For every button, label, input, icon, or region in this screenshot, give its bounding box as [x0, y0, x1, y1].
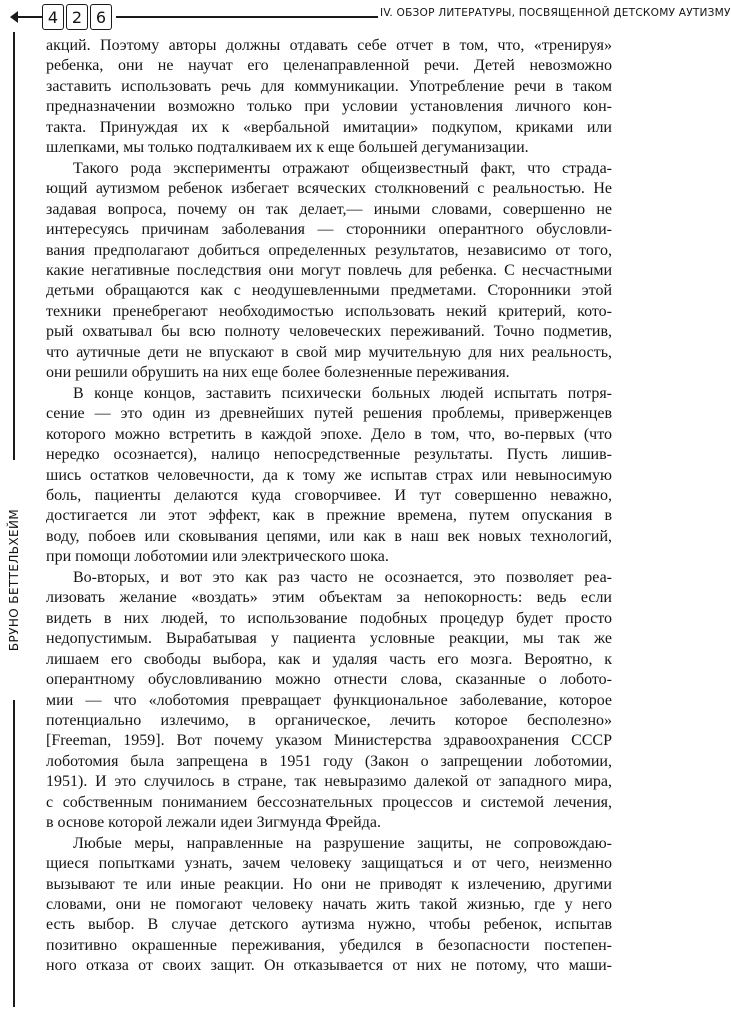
text-line: лишаем его свободы выбора, как и удаляя часть его мозга. Вероятно, к [46, 650, 612, 668]
page-number-digit: 2 [66, 4, 88, 30]
text-line: Во-вторых, и вот это как раз часто не осознается, это позволяет реа- [73, 568, 612, 586]
text-line: задавая вопроса, почему он так делает,— иными словами, совершенно не [46, 200, 612, 218]
text-line: [Freeman, 1959]. Вот почему указом Министерства здравоохранения СССР [46, 732, 612, 750]
running-header [8, 2, 731, 32]
text-line: лизовать желание «воздать» этим объектам за непокорность: ведь если [46, 589, 612, 607]
chapter-title: IV. ОБЗОР ЛИТЕРАТУРЫ, ПОСВЯЩЕННОЙ ДЕТСКОМУ АУТИЗМУ [380, 7, 731, 19]
text-line: оперантному обусловливанию можно отнести слова, сказанные о лобото- [46, 671, 612, 689]
text-line: вания предполагают добиться определенных результатов, независимо от того, [46, 241, 612, 259]
text-line: В конце концов, заставить психически больных людей испытать потря- [73, 384, 612, 402]
text-line: такта. Принуждая их к «вербальной имитации» подкупом, криками или [46, 118, 612, 136]
text-line: мии — что «лоботомия превращает функциональное заболевание, которое [46, 691, 612, 709]
text-line: лоботомия была запрещена в 1951 году (Закон о запрещении лоботомии, [46, 752, 612, 770]
text-line: Такого рода эксперименты отражают общеизвестный факт, что страда- [73, 159, 612, 177]
text-line: акций. Поэтому авторы должны отдавать себе отчет в том, что, «тренируя» [46, 37, 612, 54]
text-line: в основе которой лежали идеи Зигмунда Фрейда. [46, 814, 381, 832]
text-line: словами, они не помогают человеку начать жить такой жизнью, где у него [46, 896, 612, 914]
header-rule [116, 16, 378, 18]
text-line: при помощи лоботомии или электрического шока. [46, 548, 389, 566]
text-line: воду, побоев или сковывания цепями, или как в наш век новых технологий, [46, 527, 612, 545]
text-line: ного отказа от своих защит. Он отказывается от них не потому, что маши- [46, 957, 612, 975]
side-author-label: БРУНО БЕТТЕЛЬХЕЙМ [7, 508, 21, 652]
text-line: рый охватывал бы всю полноту человеческих переживаний. Точно подметив, [46, 323, 612, 341]
text-line: потенциально излечимо, в органическое, лечить которое бесполезно» [46, 711, 612, 729]
text-line: достигается ли этот эффект, как в прежние времена, путем опускания в [46, 507, 612, 525]
text-line: видеть в них людей, то использование подобных процедур будет просто [46, 609, 612, 627]
text-line: 1951). И это случилось в стране, так невыразимо далекой от западного мира, [46, 773, 612, 791]
text-line: заставить использовать речь для коммуникации. Употребление речи в таком [46, 77, 612, 95]
text-line: щиеся попытками узнать, зачем человеку защищаться и от чего, неизменно [46, 855, 612, 873]
page-number-digit: 4 [42, 4, 64, 30]
text-line: ребенка, они не научат его целенаправленной речи. Детей невозможно [46, 57, 612, 75]
text-line: шись остатков человечности, да к тому же испытав страх или невыносимую [46, 466, 612, 484]
page-number [42, 4, 114, 30]
text-line: шлепками, мы только подталкиваем их к еще большей дегуманизации. [46, 139, 529, 157]
text-line: что аутичные дети не впускают в свой мир мучительную для них реальность, [46, 343, 612, 361]
side-author [1, 460, 27, 700]
text-line: техники пренебрегают необходимостью использовать некий критерий, кото- [46, 302, 612, 320]
text-line: какие негативные последствия они могут повлечь для ребенка. С несчастными [46, 261, 612, 279]
text-line: есть выбор. В случае детского аутизма нужно, чтобы ребенок, испытав [46, 916, 612, 934]
body-text [46, 36, 612, 977]
text-line: они решили обрушить на них еще более болезненные переживания. [46, 364, 510, 382]
text-line: боль, пациенты делаются куда сговорчивее. И тут совершенно неважно, [46, 486, 612, 504]
text-line: предназначении возможно только при условии установления личного кон- [46, 98, 612, 116]
text-line: недопустимым. Вырабатывая у пациента условные реакции, мы так же [46, 630, 612, 648]
text-line: ющий аутизмом ребенок избегает всяческих столкновений с реальностью. Не [46, 180, 612, 198]
text-line: которого можно встретить в каждой эпохе. Дело в том, что, во-первых (что [46, 425, 612, 443]
text-line: позитивно окрашенные переживания, убедился в безопасности постепен- [46, 936, 612, 954]
text-line: Любые меры, направленные на разрушение защиты, не сопровождаю- [73, 834, 612, 852]
header-rule [14, 16, 42, 18]
text-line: интересуясь причинам заболевания — сторонники оперантного обусловли- [46, 221, 612, 239]
text-line: детьми обращаются как с неодушевленными предметами. Сторонники этой [46, 282, 612, 300]
text-line: нередко осознается), налицо непосредственные результаты. Пусть лишив- [46, 446, 612, 464]
text-line: сение — это один из древнейших путей решения проблемы, приверженцев [46, 405, 612, 423]
page-number-digit: 6 [90, 4, 112, 30]
text-line: вызывают те или иные реакции. Но они не приводят к излечению, другими [46, 875, 612, 893]
text-line: с собственным пониманием бессознательных процессов и системой лечения, [46, 793, 612, 811]
